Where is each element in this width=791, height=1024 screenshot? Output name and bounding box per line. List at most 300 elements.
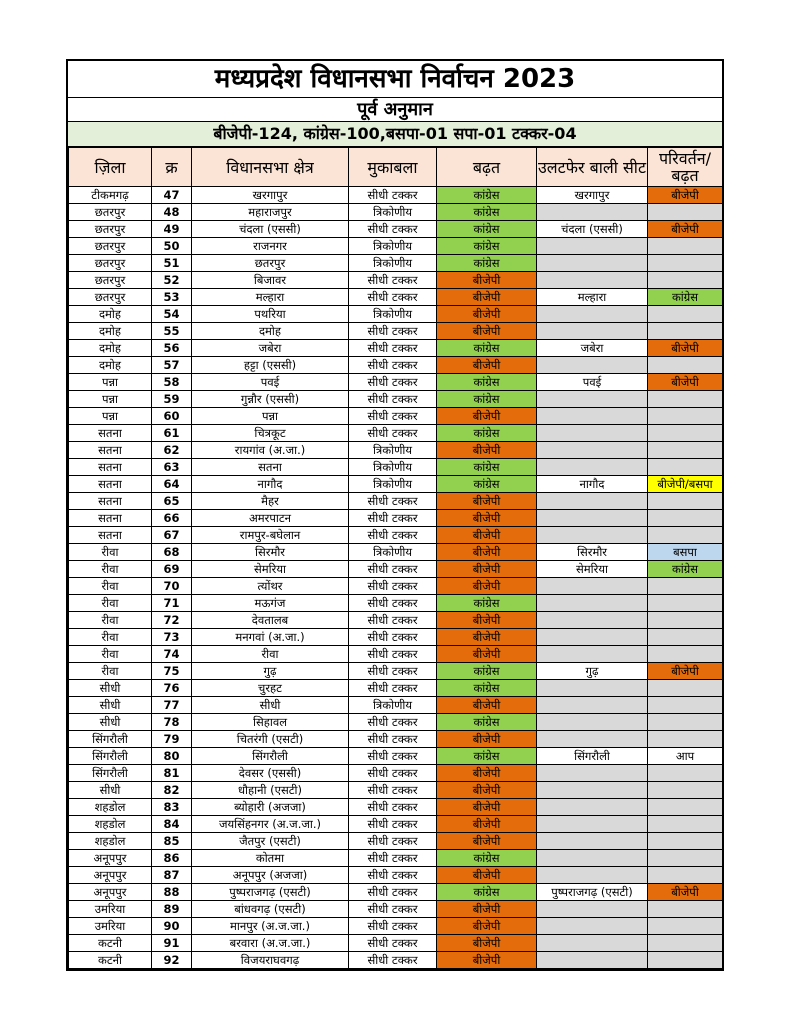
cell-upset-seat — [537, 442, 648, 459]
cell-contest: सीधी टक्कर — [349, 425, 437, 442]
cell-lead: कांग्रेस — [437, 714, 537, 731]
cell-district: रीवा — [69, 578, 152, 595]
cell-change-lead — [648, 510, 723, 527]
cell-change-lead — [648, 765, 723, 782]
cell-constituency: धौहानी (एसटी) — [192, 782, 349, 799]
cell-upset-seat: चंदला (एससी) — [537, 221, 648, 238]
cell-lead: बीजेपी — [437, 731, 537, 748]
table-row — [69, 765, 723, 782]
cell-number: 47 — [152, 187, 192, 204]
cell-contest: सीधी टक्कर — [349, 714, 437, 731]
cell-change-lead — [648, 680, 723, 697]
cell-number: 60 — [152, 408, 192, 425]
cell-upset-seat — [537, 391, 648, 408]
table-row — [69, 374, 723, 391]
cell-change-lead — [648, 612, 723, 629]
cell-number: 81 — [152, 765, 192, 782]
cell-number: 86 — [152, 850, 192, 867]
cell-district: सतना — [69, 442, 152, 459]
cell-contest: सीधी टक्कर — [349, 629, 437, 646]
cell-change-lead — [648, 357, 723, 374]
table-row — [69, 476, 723, 493]
cell-lead: कांग्रेस — [437, 340, 537, 357]
cell-upset-seat — [537, 459, 648, 476]
cell-upset-seat — [537, 238, 648, 255]
cell-contest: त्रिकोणीय — [349, 255, 437, 272]
cell-number: 50 — [152, 238, 192, 255]
cell-contest: सीधी टक्कर — [349, 561, 437, 578]
cell-number: 58 — [152, 374, 192, 391]
cell-lead: कांग्रेस — [437, 459, 537, 476]
cell-change-lead — [648, 901, 723, 918]
cell-constituency: पवई — [192, 374, 349, 391]
cell-district: रीवा — [69, 629, 152, 646]
cell-lead: बीजेपी — [437, 272, 537, 289]
table-row — [69, 544, 723, 561]
table-row — [69, 595, 723, 612]
cell-lead: बीजेपी — [437, 442, 537, 459]
cell-upset-seat — [537, 731, 648, 748]
cell-change-lead — [648, 493, 723, 510]
cell-contest: त्रिकोणीय — [349, 238, 437, 255]
cell-change-lead — [648, 714, 723, 731]
cell-constituency: सतना — [192, 459, 349, 476]
cell-change-lead: बीजेपी — [648, 221, 723, 238]
cell-change-lead — [648, 782, 723, 799]
cell-lead: कांग्रेस — [437, 238, 537, 255]
cell-change-lead: बीजेपी — [648, 663, 723, 680]
cell-lead: कांग्रेस — [437, 850, 537, 867]
cell-change-lead: कांग्रेस — [648, 289, 723, 306]
cell-number: 87 — [152, 867, 192, 884]
cell-upset-seat — [537, 765, 648, 782]
cell-number: 77 — [152, 697, 192, 714]
cell-upset-seat — [537, 204, 648, 221]
cell-district: छतरपुर — [69, 221, 152, 238]
cell-upset-seat — [537, 918, 648, 935]
cell-lead: बीजेपी — [437, 510, 537, 527]
cell-lead: बीजेपी — [437, 561, 537, 578]
cell-upset-seat — [537, 425, 648, 442]
cell-number: 48 — [152, 204, 192, 221]
cell-contest: सीधी टक्कर — [349, 816, 437, 833]
cell-upset-seat — [537, 629, 648, 646]
cell-change-lead — [648, 850, 723, 867]
cell-lead: बीजेपी — [437, 323, 537, 340]
table-row — [69, 306, 723, 323]
cell-upset-seat — [537, 357, 648, 374]
cell-number: 76 — [152, 680, 192, 697]
table-body — [69, 187, 723, 969]
cell-district: पन्ना — [69, 391, 152, 408]
cell-lead: बीजेपी — [437, 493, 537, 510]
cell-lead: बीजेपी — [437, 612, 537, 629]
cell-lead: बीजेपी — [437, 782, 537, 799]
cell-district: सीधी — [69, 697, 152, 714]
cell-change-lead — [648, 442, 723, 459]
cell-lead: कांग्रेस — [437, 204, 537, 221]
cell-contest: सीधी टक्कर — [349, 850, 437, 867]
cell-constituency: पुष्पराजगढ़ (एसटी) — [192, 884, 349, 901]
cell-lead: कांग्रेस — [437, 680, 537, 697]
cell-change-lead — [648, 731, 723, 748]
cell-contest: सीधी टक्कर — [349, 833, 437, 850]
cell-district: उमरिया — [69, 918, 152, 935]
cell-contest: सीधी टक्कर — [349, 901, 437, 918]
cell-change-lead: बीजेपी — [648, 187, 723, 204]
cell-district: छतरपुर — [69, 238, 152, 255]
cell-contest: सीधी टक्कर — [349, 578, 437, 595]
cell-upset-seat — [537, 493, 648, 510]
table-row — [69, 340, 723, 357]
table-row — [69, 680, 723, 697]
cell-contest: सीधी टक्कर — [349, 782, 437, 799]
cell-lead: बीजेपी — [437, 935, 537, 952]
cell-upset-seat: मल्हारा — [537, 289, 648, 306]
cell-district: शहडोल — [69, 816, 152, 833]
cell-district: उमरिया — [69, 901, 152, 918]
cell-number: 92 — [152, 952, 192, 969]
cell-constituency: कोतमा — [192, 850, 349, 867]
cell-lead: बीजेपी — [437, 578, 537, 595]
table-row — [69, 408, 723, 425]
election-sheet — [66, 59, 724, 971]
cell-district: सतना — [69, 493, 152, 510]
col-header-number: क्र — [152, 148, 192, 187]
cell-number: 79 — [152, 731, 192, 748]
cell-upset-seat: सिरमौर — [537, 544, 648, 561]
cell-district: सीधी — [69, 680, 152, 697]
table-row — [69, 697, 723, 714]
cell-upset-seat: जबेरा — [537, 340, 648, 357]
cell-constituency: सिहावल — [192, 714, 349, 731]
cell-constituency: देवसर (एससी) — [192, 765, 349, 782]
cell-lead: बीजेपी — [437, 306, 537, 323]
cell-constituency: हट्टा (एससी) — [192, 357, 349, 374]
cell-district: सिंगरौली — [69, 765, 152, 782]
page-subtitle: पूर्व अनुमान — [68, 98, 722, 122]
seat-summary: बीजेपी-124, कांग्रेस-100,बसपा-01 सपा-01 टक्कर-04 — [68, 122, 722, 147]
cell-number: 66 — [152, 510, 192, 527]
cell-number: 71 — [152, 595, 192, 612]
cell-number: 52 — [152, 272, 192, 289]
cell-contest: सीधी टक्कर — [349, 595, 437, 612]
cell-change-lead — [648, 408, 723, 425]
cell-contest: सीधी टक्कर — [349, 340, 437, 357]
cell-constituency: बांधवगढ़ (एसटी) — [192, 901, 349, 918]
cell-contest: सीधी टक्कर — [349, 867, 437, 884]
cell-district: शहडोल — [69, 833, 152, 850]
cell-district: रीवा — [69, 663, 152, 680]
cell-change-lead: कांग्रेस — [648, 561, 723, 578]
cell-constituency: सीधी — [192, 697, 349, 714]
cell-change-lead — [648, 459, 723, 476]
cell-district: दमोह — [69, 323, 152, 340]
cell-change-lead: आप — [648, 748, 723, 765]
table-row — [69, 323, 723, 340]
cell-district: दमोह — [69, 340, 152, 357]
cell-change-lead — [648, 629, 723, 646]
cell-change-lead — [648, 306, 723, 323]
cell-lead: कांग्रेस — [437, 187, 537, 204]
cell-lead: कांग्रेस — [437, 663, 537, 680]
cell-lead: कांग्रेस — [437, 748, 537, 765]
table-row — [69, 493, 723, 510]
cell-lead: बीजेपी — [437, 544, 537, 561]
cell-change-lead — [648, 816, 723, 833]
cell-number: 90 — [152, 918, 192, 935]
cell-upset-seat: पवई — [537, 374, 648, 391]
cell-upset-seat — [537, 799, 648, 816]
cell-constituency: सेमरिया — [192, 561, 349, 578]
cell-district: अनूपपुर — [69, 884, 152, 901]
cell-constituency: रीवा — [192, 646, 349, 663]
cell-number: 75 — [152, 663, 192, 680]
cell-constituency: बरवारा (अ.ज.जा.) — [192, 935, 349, 952]
cell-district: रीवा — [69, 561, 152, 578]
cell-upset-seat — [537, 833, 648, 850]
cell-district: अनूपपुर — [69, 867, 152, 884]
cell-upset-seat — [537, 782, 648, 799]
cell-lead: कांग्रेस — [437, 221, 537, 238]
cell-contest: सीधी टक्कर — [349, 646, 437, 663]
cell-constituency: बिजावर — [192, 272, 349, 289]
cell-constituency: मैहर — [192, 493, 349, 510]
table-row — [69, 578, 723, 595]
cell-number: 68 — [152, 544, 192, 561]
cell-number: 78 — [152, 714, 192, 731]
table-row — [69, 884, 723, 901]
cell-constituency: पथरिया — [192, 306, 349, 323]
table-row — [69, 561, 723, 578]
cell-contest: सीधी टक्कर — [349, 731, 437, 748]
cell-constituency: चितरंगी (एसटी) — [192, 731, 349, 748]
cell-contest: सीधी टक्कर — [349, 374, 437, 391]
cell-number: 85 — [152, 833, 192, 850]
cell-change-lead — [648, 391, 723, 408]
cell-number: 57 — [152, 357, 192, 374]
table-row — [69, 816, 723, 833]
cell-constituency: चंदला (एससी) — [192, 221, 349, 238]
cell-contest: सीधी टक्कर — [349, 323, 437, 340]
cell-constituency: नागौद — [192, 476, 349, 493]
table-row — [69, 238, 723, 255]
cell-constituency: चुरहट — [192, 680, 349, 697]
cell-change-lead — [648, 595, 723, 612]
table-row — [69, 612, 723, 629]
cell-change-lead — [648, 935, 723, 952]
table-row — [69, 459, 723, 476]
cell-number: 56 — [152, 340, 192, 357]
cell-constituency: मानपुर (अ.ज.जा.) — [192, 918, 349, 935]
cell-upset-seat — [537, 867, 648, 884]
page-title: मध्यप्रदेश विधानसभा निर्वाचन 2023 — [68, 61, 722, 98]
cell-change-lead — [648, 867, 723, 884]
cell-lead: बीजेपी — [437, 697, 537, 714]
cell-number: 89 — [152, 901, 192, 918]
cell-change-lead: बीजेपी/बसपा — [648, 476, 723, 493]
cell-constituency: देवतालब — [192, 612, 349, 629]
cell-lead: बीजेपी — [437, 952, 537, 969]
cell-district: सतना — [69, 510, 152, 527]
cell-constituency: छतरपुर — [192, 255, 349, 272]
cell-number: 69 — [152, 561, 192, 578]
cell-constituency: विजयराघवगढ़ — [192, 952, 349, 969]
cell-constituency: त्योंथर — [192, 578, 349, 595]
cell-number: 82 — [152, 782, 192, 799]
table-row — [69, 714, 723, 731]
cell-constituency: अनूपपुर (अजजा) — [192, 867, 349, 884]
cell-lead: कांग्रेस — [437, 374, 537, 391]
cell-number: 62 — [152, 442, 192, 459]
cell-district: रीवा — [69, 544, 152, 561]
cell-contest: सीधी टक्कर — [349, 221, 437, 238]
cell-lead: कांग्रेस — [437, 425, 537, 442]
cell-upset-seat: सिंगरौली — [537, 748, 648, 765]
cell-contest: त्रिकोणीय — [349, 476, 437, 493]
cell-contest: सीधी टक्कर — [349, 357, 437, 374]
cell-change-lead: बीजेपी — [648, 374, 723, 391]
cell-contest: सीधी टक्कर — [349, 493, 437, 510]
cell-contest: सीधी टक्कर — [349, 765, 437, 782]
cell-contest: त्रिकोणीय — [349, 442, 437, 459]
cell-change-lead — [648, 578, 723, 595]
cell-upset-seat: पुष्पराजगढ़ (एसटी) — [537, 884, 648, 901]
cell-constituency: रामपुर-बघेलान — [192, 527, 349, 544]
cell-lead: बीजेपी — [437, 527, 537, 544]
table-header-row — [69, 148, 723, 187]
cell-lead: कांग्रेस — [437, 255, 537, 272]
cell-constituency: जबेरा — [192, 340, 349, 357]
cell-upset-seat: सेमरिया — [537, 561, 648, 578]
cell-constituency: गुढ़ — [192, 663, 349, 680]
cell-number: 55 — [152, 323, 192, 340]
cell-contest: सीधी टक्कर — [349, 187, 437, 204]
cell-constituency: सिरमौर — [192, 544, 349, 561]
cell-district: पन्ना — [69, 408, 152, 425]
cell-district: सतना — [69, 425, 152, 442]
cell-contest: त्रिकोणीय — [349, 544, 437, 561]
cell-constituency: चित्रकूट — [192, 425, 349, 442]
cell-upset-seat — [537, 527, 648, 544]
cell-constituency: अमरपाटन — [192, 510, 349, 527]
cell-lead: बीजेपी — [437, 646, 537, 663]
cell-lead: बीजेपी — [437, 901, 537, 918]
col-header-upset-seat: उलटफेर बाली सीट — [537, 148, 648, 187]
cell-number: 61 — [152, 425, 192, 442]
cell-district: छतरपुर — [69, 204, 152, 221]
cell-district: सीधी — [69, 782, 152, 799]
table-row — [69, 918, 723, 935]
table-row — [69, 629, 723, 646]
cell-lead: बीजेपी — [437, 799, 537, 816]
cell-lead: कांग्रेस — [437, 476, 537, 493]
cell-upset-seat — [537, 510, 648, 527]
cell-lead: बीजेपी — [437, 289, 537, 306]
cell-contest: सीधी टक्कर — [349, 884, 437, 901]
cell-contest: त्रिकोणीय — [349, 459, 437, 476]
cell-district: टीकमगढ़ — [69, 187, 152, 204]
cell-contest: सीधी टक्कर — [349, 680, 437, 697]
table-row — [69, 663, 723, 680]
table-row — [69, 748, 723, 765]
cell-number: 53 — [152, 289, 192, 306]
cell-number: 63 — [152, 459, 192, 476]
cell-constituency: राजनगर — [192, 238, 349, 255]
cell-constituency: गुन्नौर (एससी) — [192, 391, 349, 408]
cell-contest: सीधी टक्कर — [349, 391, 437, 408]
cell-contest: सीधी टक्कर — [349, 799, 437, 816]
cell-district: दमोह — [69, 306, 152, 323]
cell-contest: सीधी टक्कर — [349, 510, 437, 527]
cell-lead: बीजेपी — [437, 408, 537, 425]
table-row — [69, 646, 723, 663]
table-row — [69, 935, 723, 952]
cell-change-lead: बीजेपी — [648, 340, 723, 357]
cell-district: रीवा — [69, 646, 152, 663]
cell-district: कटनी — [69, 935, 152, 952]
cell-number: 88 — [152, 884, 192, 901]
cell-lead: बीजेपी — [437, 918, 537, 935]
cell-number: 54 — [152, 306, 192, 323]
cell-change-lead — [648, 646, 723, 663]
table-row — [69, 833, 723, 850]
table-row — [69, 527, 723, 544]
cell-lead: बीजेपी — [437, 816, 537, 833]
cell-upset-seat — [537, 272, 648, 289]
cell-constituency: मल्हारा — [192, 289, 349, 306]
cell-contest: सीधी टक्कर — [349, 612, 437, 629]
cell-lead: कांग्रेस — [437, 595, 537, 612]
cell-change-lead — [648, 255, 723, 272]
cell-upset-seat — [537, 935, 648, 952]
table-row — [69, 272, 723, 289]
cell-district: सिंगरौली — [69, 748, 152, 765]
cell-district: अनूपपुर — [69, 850, 152, 867]
cell-number: 83 — [152, 799, 192, 816]
table-row — [69, 850, 723, 867]
cell-contest: सीधी टक्कर — [349, 527, 437, 544]
table-row — [69, 391, 723, 408]
cell-upset-seat: खरगापुर — [537, 187, 648, 204]
cell-contest: त्रिकोणीय — [349, 697, 437, 714]
cell-change-lead — [648, 425, 723, 442]
cell-number: 73 — [152, 629, 192, 646]
cell-constituency: मऊगंज — [192, 595, 349, 612]
table-row — [69, 357, 723, 374]
cell-change-lead — [648, 272, 723, 289]
table-row — [69, 442, 723, 459]
cell-district: रीवा — [69, 612, 152, 629]
cell-upset-seat — [537, 952, 648, 969]
cell-contest: त्रिकोणीय — [349, 306, 437, 323]
cell-lead: बीजेपी — [437, 833, 537, 850]
cell-change-lead: बीजेपी — [648, 884, 723, 901]
cell-contest: सीधी टक्कर — [349, 918, 437, 935]
cell-lead: कांग्रेस — [437, 391, 537, 408]
cell-number: 80 — [152, 748, 192, 765]
cell-constituency: दमोह — [192, 323, 349, 340]
col-header-lead: बढ़त — [437, 148, 537, 187]
cell-upset-seat — [537, 816, 648, 833]
cell-district: पन्ना — [69, 374, 152, 391]
col-header-change-lead: परिवर्तन/ बढ़त — [648, 148, 723, 187]
cell-number: 65 — [152, 493, 192, 510]
table-row — [69, 289, 723, 306]
cell-constituency: खरगापुर — [192, 187, 349, 204]
cell-contest: सीधी टक्कर — [349, 952, 437, 969]
cell-change-lead — [648, 833, 723, 850]
